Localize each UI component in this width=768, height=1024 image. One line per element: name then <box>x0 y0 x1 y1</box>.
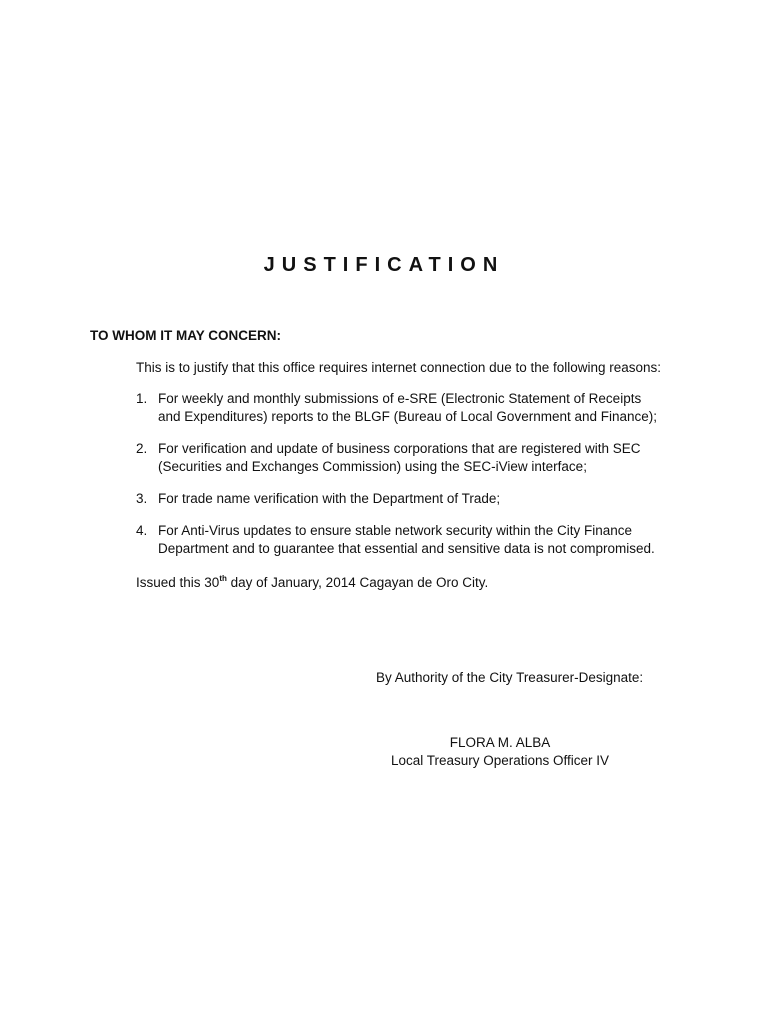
signatory-name: FLORA M. ALBA <box>449 735 551 750</box>
authority-line: By Authority of the City Treasurer-Designate: <box>376 670 644 685</box>
salutation: TO WHOM IT MAY CONCERN: <box>90 328 282 343</box>
reason-number: 2. <box>136 441 148 456</box>
issued-prefix: Issued this 30 <box>136 575 220 590</box>
list-item <box>136 440 696 476</box>
reason-text: For weekly and monthly submissions of e-SRE (Electronic Statement of Receipts and Expenditures) reports to the BLGF (Bureau of Local Government and Finance); <box>158 391 658 424</box>
issued-superscript: th <box>219 574 227 583</box>
reason-number: 4. <box>136 523 148 538</box>
list-item <box>136 522 696 558</box>
reason-number: 1. <box>136 391 148 406</box>
intro-paragraph: This is to justify that this office requires internet connection due to the following reasons: <box>136 360 662 375</box>
issued-statement <box>136 574 488 590</box>
reason-number: 3. <box>136 491 148 506</box>
signatory-position: Local Treasury Operations Officer IV <box>390 753 610 768</box>
reason-text: For verification and update of business corporations that are registered with SEC (Securities and Exchanges Commission) using the SEC-iView interface; <box>158 441 641 474</box>
reasons-list <box>136 390 696 572</box>
reason-text: For Anti-Virus updates to ensure stable network security within the City Finance Department and to guarantee that essential and sensitive data is not compromised. <box>158 523 655 556</box>
issued-suffix: day of January, 2014 Cagayan de Oro City. <box>226 575 489 590</box>
reason-text: For trade name verification with the Department of Trade; <box>158 491 501 506</box>
document-title: JUSTIFICATION <box>263 254 505 276</box>
signatory-block <box>388 734 612 770</box>
list-item <box>136 490 696 508</box>
list-item <box>136 390 696 426</box>
